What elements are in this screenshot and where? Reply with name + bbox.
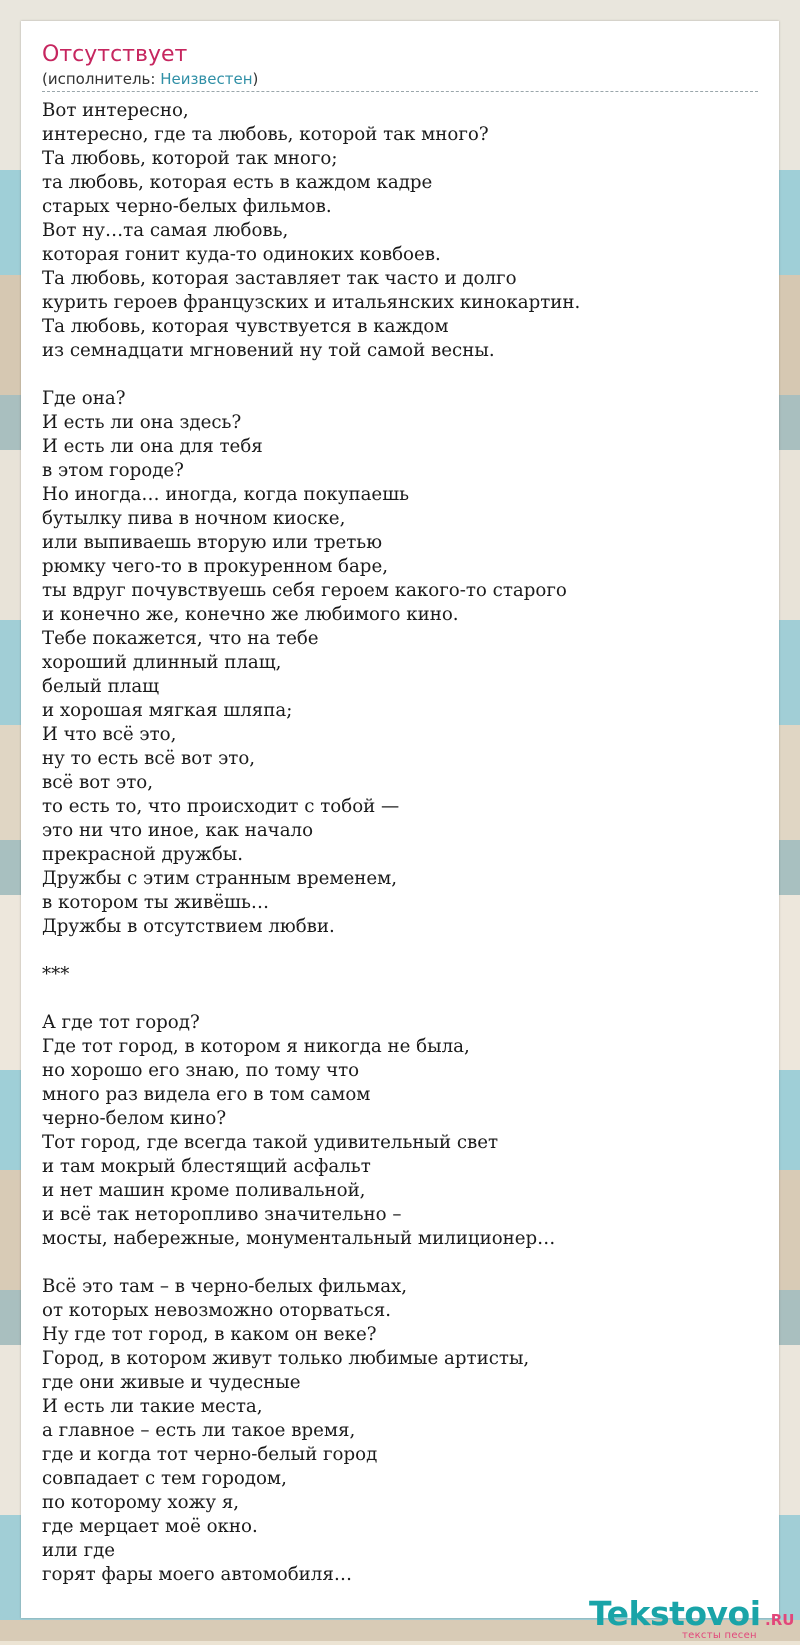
lyrics-line: и нет машин кроме поливальной, (42, 1180, 366, 1201)
performer-prefix: (исполнитель: (42, 70, 161, 88)
lyrics-line: всё вот это, (42, 772, 153, 793)
song-title: Отсутствует (42, 42, 188, 67)
lyrics-line: совпадает с тем городом, (42, 1468, 287, 1489)
lyrics-line: И есть ли она для тебя (42, 436, 263, 457)
lyrics-line: которая гонит куда-то одиноких ковбоев. (42, 244, 441, 265)
lyrics-line: интересно, где та любовь, которой так много? (42, 124, 489, 145)
lyrics-line: а главное – есть ли такое время, (42, 1420, 356, 1441)
lyrics-blank-line (42, 939, 758, 963)
lyrics-line: И что всё это, (42, 724, 177, 745)
lyrics-line: где они живые и чудесные (42, 1372, 301, 1393)
lyrics-line: Вот интересно, (42, 100, 189, 121)
logo-domain: .RU (765, 1611, 795, 1629)
lyrics-line: много раз видела его в том самом (42, 1084, 371, 1105)
lyrics-line: или где (42, 1540, 116, 1561)
lyrics-line: горят фары моего автомобиля… (42, 1564, 353, 1585)
lyrics-line: Дружбы в отсутствием любви. (42, 916, 335, 937)
lyrics-line: курить героев французских и итальянских кинокартин. (42, 292, 581, 313)
lyrics-line: от которых невозможно оторваться. (42, 1300, 392, 1321)
lyrics-line: Тот город, где всегда такой удивительный свет (42, 1132, 499, 1153)
lyrics-line: Ну где тот город, в каком он веке? (42, 1324, 377, 1345)
lyrics-line: из семнадцати мгновений ну той самой весны. (42, 340, 495, 361)
lyrics-line: Та любовь, которая заставляет так часто и долго (42, 268, 517, 289)
lyrics-line: ну то есть всё вот это, (42, 748, 256, 769)
lyrics-line: И есть ли она здесь? (42, 412, 242, 433)
lyrics-text (42, 99, 758, 1587)
lyrics-line: и всё так неторопливо значительно – (42, 1204, 402, 1225)
lyrics-line: Тебе покажется, что на тебе (42, 628, 319, 649)
lyrics-blank-line (42, 1251, 758, 1275)
lyrics-line: Город, в котором живут только любимые артисты, (42, 1348, 530, 1369)
performer-suffix: ) (252, 70, 259, 88)
lyrics-line: бутылку пива в ночном киоске, (42, 508, 346, 529)
site-logo[interactable] (589, 1595, 799, 1645)
logo-wordmark: Tekstovoi (589, 1594, 761, 1633)
performer-link[interactable]: Неизвестен (160, 70, 253, 88)
lyrics-line: рюмку чего-то в прокуренном баре, (42, 556, 388, 577)
performer-line (42, 69, 758, 92)
lyrics-line: И есть ли такие места, (42, 1396, 263, 1417)
lyrics-line: по которому хожу я, (42, 1492, 240, 1513)
lyrics-line: черно-белом кино? (42, 1108, 227, 1129)
lyrics-line: и там мокрый блестящий асфальт (42, 1156, 371, 1177)
lyrics-line: Та любовь, которая чувствуется в каждом (42, 316, 449, 337)
lyrics-line: та любовь, которая есть в каждом кадре (42, 172, 433, 193)
lyrics-line: старых черно-белых фильмов. (42, 196, 332, 217)
lyrics-line: Вот ну…та самая любовь, (42, 220, 289, 241)
lyrics-line: Та любовь, которой так много; (42, 148, 338, 169)
lyrics-blank-line (42, 363, 758, 387)
lyrics-line: где мерцает моё окно. (42, 1516, 258, 1537)
lyrics-line: это ни что иное, как начало (42, 820, 314, 841)
lyrics-line: мосты, набережные, монументальный милиционер… (42, 1228, 556, 1249)
lyrics-card (21, 21, 795, 1641)
lyrics-line: в котором ты живёшь… (42, 892, 270, 913)
lyrics-line: белый плащ (42, 676, 160, 697)
lyrics-line: Где она? (42, 388, 126, 409)
lyrics-line: но хорошо его знаю, по тому что (42, 1060, 360, 1081)
lyrics-line: Дружбы с этим странным временем, (42, 868, 398, 889)
lyrics-line: то есть то, что происходит с тобой — (42, 796, 400, 817)
lyrics-line: Всё это там – в черно-белых фильмах, (42, 1276, 408, 1297)
song-header (42, 41, 758, 92)
lyrics-blank-line (42, 987, 758, 1011)
logo-tagline: тексты песен (682, 1630, 757, 1641)
lyrics-line: где и когда тот черно-белый город (42, 1444, 378, 1465)
lyrics-line: или выпиваешь вторую или третью (42, 532, 383, 553)
lyrics-line: ты вдруг почувствуешь себя героем какого-то старого (42, 580, 567, 601)
lyrics-line: хороший длинный плащ, (42, 652, 282, 673)
lyrics-line: и конечно же, конечно же любимого кино. (42, 604, 459, 625)
lyrics-line: А где тот город? (42, 1012, 200, 1033)
lyrics-line: и хорошая мягкая шляпа; (42, 700, 293, 721)
lyrics-line: Но иногда… иногда, когда покупаешь (42, 484, 410, 505)
lyrics-line: прекрасной дружбы. (42, 844, 244, 865)
lyrics-line: Где тот город, в котором я никогда не была, (42, 1036, 470, 1057)
lyrics-line: в этом городе? (42, 460, 184, 481)
lyrics-line: *** (42, 964, 70, 985)
